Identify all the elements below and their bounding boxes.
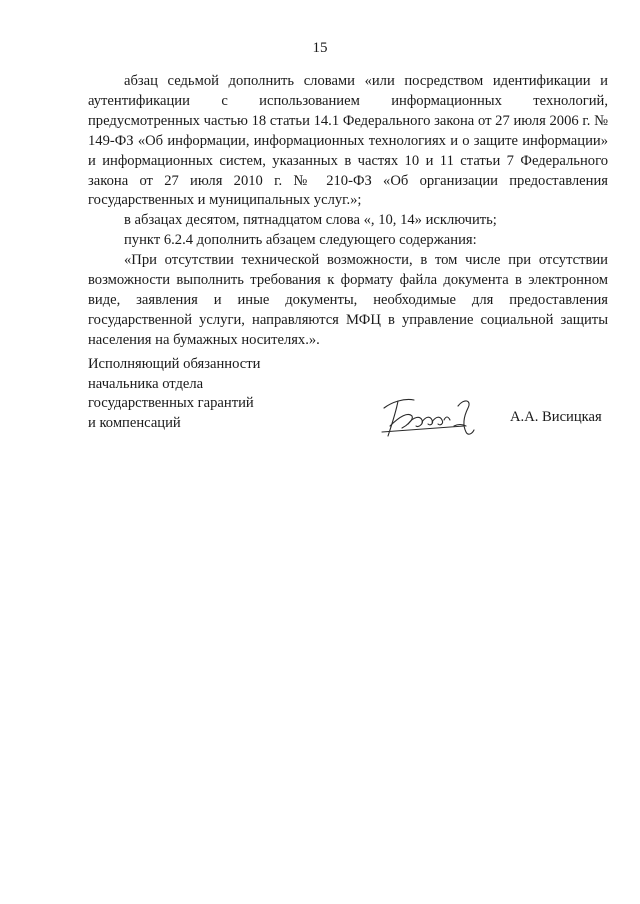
signatory-position-line: Исполняющий обязанности xyxy=(88,356,261,372)
paragraph-amendment-3: пункт 6.2.4 дополнить абзацем следующего содержания: xyxy=(124,232,477,249)
signatory-position-line: и компенсаций xyxy=(88,414,181,431)
signer-name: А.А. Висицкая xyxy=(510,409,602,425)
signatory-position-line: государственных гарантий xyxy=(88,395,254,411)
document-body xyxy=(88,72,608,351)
signatory-position-line: начальника отдела xyxy=(88,375,204,392)
signatory-position xyxy=(88,355,328,433)
paragraph-amendment-2: в абзацах десятом, пятнадцатом слова «, 10, 14» исключить; xyxy=(124,212,497,229)
paragraph-amendment-4: «При отсутствии технической возможности, в том числе при отсутствии возможности выполнить требования к формату файла документа в электронном виде, заявления и иные документы, необходимые для предоставления государственной услуги, направляются МФЦ в управление социальной защиты населения на бумажных носителях.». xyxy=(88,252,608,348)
handwritten-signature xyxy=(378,386,490,442)
paragraph-amendment-1: абзац седьмой дополнить словами «или посредством идентификации и аутентификации с использованием информационных технологий, предусмотренных частью 18 статьи 14.1 Федерального закона от 27 июля 2006 г. № 149-ФЗ «Об информации, информационных технологиях и о защите информации» и информационных систем, указанных в частях 10 и 11 статьи 7 Федерального закона от 27 июля 2010 г. № 210-ФЗ «Об организации предоставления государственных и муниципальных услуг.»; xyxy=(88,73,608,209)
page-number: 15 xyxy=(312,40,328,56)
